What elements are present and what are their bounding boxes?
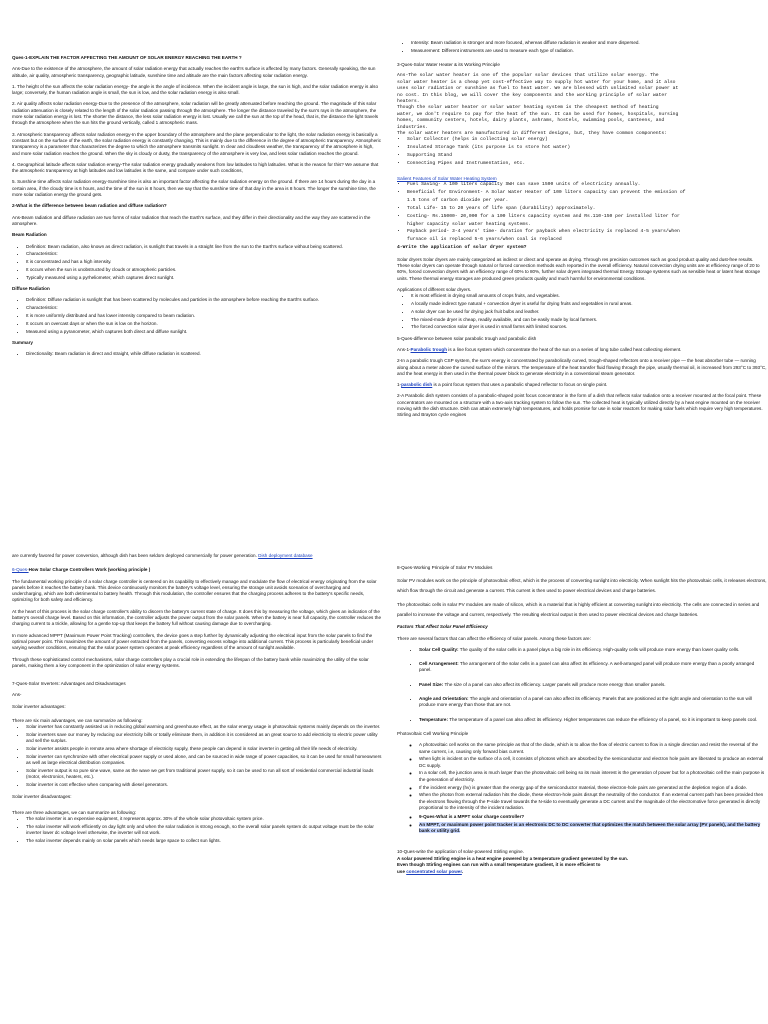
page-top-left (12, 55, 382, 450)
q5-prefix: Ans-1- (397, 346, 411, 352)
q6-paragraph-3: In more advanced MPPT (Maximum Power Point Tracking) controllers, the device goes a step further by dynamically adjusting the electrical input from the solar panels to find the optimal power point. This maximizes the amount of power extracted from the panels, converting excess voltage into additional current. This process is particularly beneficial under varying weather conditions, ensuring that the solar power system operates at peak efficiency regardless of the amount of sunlight available. (12, 632, 374, 651)
list-item: ◦ In a solar cell, the junction area is much larger than the photovoltaic cell being so its main interest is the generation of power but for a photovoltaic cell the main purpose is the generation of electricity. (419, 770, 767, 783)
list-item (419, 647, 767, 653)
list-item: • Solar inverter has constantly assisted us in reducing global warming and greenhouse effect, as the solar energy usage in photovoltaic systems mainly depends on the inverter. (26, 724, 382, 730)
q1-paragraph-2: 2. Air quality affects solar radiation energy-Due to the presence of the atmosphere, solar radiation will be greatly attenuated before reaching the ground. The magnitude of this solar radiation attenuation is closely related to the length of the solar radiation passing through the atmosphere. The longer the distance traveled by the sun's rays in the atmosphere, the more solar radiation energy is lost. The shorter the distance, the less solar radiation energy is lost. Usually we call the sun at the top of the head, that is, the distance the light travels through the atmosphere when the sun hits the ground vertically, called 1 atmospheric mass. (12, 101, 379, 126)
disadvantages-intro: There are three advantages, we can summarize as following: (12, 809, 137, 815)
q3-line: no cost. In this blog, we will cover the key components and the working principle of solar water (397, 92, 668, 98)
factor-text: The angle and orientation of a panel can also affect its efficiency. Panels that are positioned at the right angle and orientation to the sun will produce more energy than those that are not. (419, 696, 752, 708)
list-item: • Fuel Saving- A 100 liters capacity SWH can save 1500 units of electricity annually. (407, 182, 767, 188)
q8-paragraph-1: Solar PV modules work on the principle of photovoltaic effect, which is the process of converting sunlight into electricity. When sunlight hits the photovoltaic cells, it releases electrons, which flow through the circuit and generate a current. This current is then used to power electrical devices and charge batteries. (397, 578, 767, 593)
factors-title: Factors That Affect Solar Panel Efficiency (397, 624, 488, 630)
advantages-title: Solar inverter advantages: (12, 703, 66, 709)
q3-line: Ans-The solar water heater is one of the popular solar devices that utilize solar energy. The (397, 73, 659, 79)
list-item: • Solar inverters save our money by reducing our electricity bills or totally eliminate them, in addition it is considered as an great source to add electricity to electric power utility and sell the surplus. (26, 732, 382, 745)
list-item: • A locally made indirect type natural + convection dryer is useful for drying fruits and vegetables in rural areas. (411, 301, 767, 307)
list-item: • The solar inverter is an expensive equipment, it represents approx. 30% of the whole solar photovoltaic system price. (26, 816, 382, 822)
list-item: • It is concentrated and has a high intensity. (26, 259, 382, 265)
q9-answer: An MPPT, or maximum power point tracker is an electronic DC to DC converter that optimizes the match between the solar array (PV panels), and the battery bank or utility grid. (419, 822, 761, 834)
q6-title-line (12, 567, 382, 573)
diffuse-characteristics: • Characteristics: (26, 305, 382, 311)
diffuse-title: Diffuse Radiation (12, 286, 50, 292)
list-item (419, 696, 767, 709)
disadvantages-title: Solar inverter disadvantages: (12, 793, 72, 799)
list-item: • Connecting Pipes and Instrumentation, etc. (407, 161, 767, 167)
list-item (419, 717, 767, 723)
beam-characteristics: • Characteristics: (26, 251, 382, 257)
q3-title: 3-Ques-Solar Water Heater & its Working Principle (397, 62, 500, 68)
list-item: • Payback period- 3-4 years' time- duration for payback when electricity is replaced 4-5 years/when (407, 229, 767, 235)
q5-prefix-2: 1- (397, 382, 402, 388)
q9-item (419, 814, 767, 820)
page-bottom-right (397, 565, 767, 1015)
q5-answer-2: 2-In a parabolic trough CSP system, the sun's energy is concentrated by parabolically curved, trough-shaped reflectors onto a receiver pipe — the heat absorber tube — running along about a meter above the curved surface of the mirrors. The temperature of the heat transfer fluid flowing through the pipe, usually thermal oil, is increased from 293°C to 393°C, and the heat energy is then used in the thermal power block to generate electricity in a conventional steam generator. (397, 358, 767, 376)
list-item: • The forced convection solar dryer is used in small farms with limited sources. (411, 324, 767, 330)
q5-continued-text: are currently favored for power conversion, although dish has been seldom deployed commercially for power generation (12, 553, 256, 558)
q3-line: Though the solar water heater or solar water heating system is the cheapest method of heating (397, 105, 659, 111)
concentrated-solar-power-link[interactable]: concentrated solar power (406, 868, 462, 874)
q1-intro: Ans-Due to the existence of the atmosphere, the amount of solar radiation energy that actually reaches the earth's surface is affected by many factors. Generally speaking, the sun altitude, air quality, atmospheric transparency, geographic latitude, sunshine time and altitude are the main factors affecting solar radiation energy. (12, 66, 376, 78)
q2-intro: Ans-Beam radiation and diffuse radiation are two forms of solar radiation that reach the Earth's surface, and they differ in their directionality and the way they are scattered in the atmosphere. (12, 214, 371, 226)
list-item: • Costing- Rs.15000- 20,000 for a 100 liters capacity system and Rs.110-150 per installed liter for (407, 214, 767, 220)
list-item: • Typically measured using a pyrheliometer, which captures direct sunlight. (26, 275, 382, 281)
list-item: • Intensity: Beam radiation is stronger and more focused, whereas diffuse radiation is weaker and more dispersed. (411, 40, 767, 46)
factor-label: Solar Cell Quality: (419, 646, 459, 652)
factor-label: Angle and Orientation: (419, 696, 469, 702)
q6-paragraph-2: At the heart of this process is the solar charge controller's ability to discern the battery's current state of charge. It does this by measuring the voltage, which gives an indication of the battery's overall charge level. Based on this information, the controller adjusts the power output from the solar panels. When the battery is near full capacity, the controller reduces the charging current to a trickle, allowing for a gentle top-up that keeps the battery full without causing damage due to overcharging. (12, 608, 381, 627)
summary-list (12, 351, 382, 357)
list-item: ◦ When the photon from external radiation hits the diode, these electron-hole pairs disrupt the neutrality of the conductor. If an external current path has been provided then the electrons flowing through the P-side travel towards the N-side to eventually generate a DC current and the magnitude of the electromotive force generated is directly proportional to the intensity of the incident radiation. (419, 792, 767, 811)
q6-prefix: 6-Ques- (12, 567, 29, 573)
factor-label: Panel Size: (419, 681, 444, 687)
q3-line: The solar water heaters are manufactured in different designs, but, they have common components: (397, 131, 668, 137)
q3-line: industries. (397, 124, 428, 130)
list-item: • Beneficial for Environment- A Solar Water Heater of 100 liters capacity can prevent the emission of (407, 190, 767, 196)
list-item: • It is most efficient in drying small amounts of crops fruits, and vegetables. (411, 293, 767, 299)
summary-title: Summary (12, 339, 33, 345)
list-item: ◦ A photovoltaic cell works on the same principle as that of the diode, which is to allow the flow of electric current to flow in a single direction and resist the reversal of the same current, i.e, causing only forward bias current. (419, 742, 767, 755)
q10-title: 10-Ques-write the application of solar-powered Stirling engine. (397, 848, 524, 854)
q8-title: 8-Ques-Working Principle of Solar PV Modules (397, 565, 493, 570)
list-item: • Total Life- 15 to 20 years of life span (durability) approximately. (407, 206, 767, 212)
beam-title: Beam Radiation (12, 232, 47, 238)
list-item: • Measured using a pyranometer, which captures both direct and diffuse sunlight. (26, 329, 382, 335)
q2-title: 2-What is the difference between beam radiation and diffuse radiation? (12, 203, 167, 209)
q5-answer-1-text: is a line focus system which concentrate the heat of the sun on a series of long tube called heat collecting element. (447, 346, 682, 352)
q6-title: How Solar Charge Controllers Work (working principle ) (28, 567, 151, 573)
page-top-right (397, 40, 767, 510)
factor-text: The arrangement of the solar cells in a panel can also affect its efficiency. A well-arranged panel will produce more energy than a poorly arranged panel. (419, 661, 755, 673)
factor-text: The quality of the solar cells in a panel plays a big role in its efficiency. High-quality cells will produce more energy than lower quality cells. (458, 646, 740, 652)
q1-paragraph-5: 5. Sunshine time affects solar radiation energy-Sunshine time is also an important factor affecting the solar radiation energy on the ground. If there are 14 hours during the day in a certain area, if the cloudy time is 6 hours, and the time of the sun is 8 hours, then we say that the sunshine time of that day in the area is 8 hours. The longer the sunshine time, the more solar radiation energy the ground gets. (12, 179, 376, 198)
list-item: • It occurs when the sun is unobstructed by clouds or atmospheric particles. (26, 267, 382, 273)
features-list (397, 182, 767, 244)
q1-paragraph-3: 3. Atmospheric transparency affects solar radiation energy-In the upper boundary of the atmosphere and the plane perpendicular to the light, the solar radiation energy is basically a constant but on the surface of the earth, the solar radiation energy is constantly changing. This is mainly due to the difference in the degree of atmospheric transparency. Atmospheric transparency is a parameter that characterizes the degree to which the atmosphere transmits sunlight. In clear and cloudless weather, the transparency of the atmosphere is high, and more solar radiation reaches the ground. When the sky is cloudy or dusty, the transparency of the atmosphere is very low, and less solar radiation reaches the ground. (12, 131, 381, 156)
q6-paragraph-1: The fundamental working principle of a solar charge controller is centered on its capability to effectively manage and modulate the flow of electrical energy originating from the solar panels before it reaches the battery bank. This device continuously monitors the battery's voltage level, ensuring the storage unit avoids scenarios of overcharging and undercharging, which are both detrimental to battery health. Through this modulation, the controller ensures that the charging process adheres to the battery's specific needs, optimizing for both safety and efficiency. (12, 578, 377, 603)
advantages-list (12, 724, 382, 788)
q10-line-2: Even though Stirling engines can run with a small temperature gradient, it is more efficient to (397, 862, 601, 868)
q3-body (397, 73, 767, 251)
parabolic-dish-link[interactable]: parabolic dish (401, 382, 433, 388)
list-item: furnace oil is replaced 5-6 years/when coal is replaced (407, 237, 562, 243)
advantages-intro: There are six main advantages, we can summarize as following: (12, 718, 143, 724)
q1-paragraph-4: 4. Geographical latitude affects solar radiation energy-The solar radiation energy gradually weakens from low latitudes to high latitudes. What is the reason for this? We assume that the atmospheric transparency at high latitudes and low latitudes is the same, and compare under such conditions, (12, 161, 379, 174)
q7-title: 7-Ques-Solar Inverters: Advantages and Disadvantages (12, 681, 126, 687)
list-item: • Solar inverter is cost effective when comparing with diesel generators. (26, 782, 382, 788)
beam-definition: • Definition: Beam radiation, also known as direct radiation, is sunlight that travels in a straight line from the sun to the Earth's surface without being scattered. (26, 244, 382, 250)
dish-deployment-link[interactable]: Dish deployment database (258, 553, 313, 558)
list-item: 1.5 tons of carbon dioxide per year. (407, 197, 509, 203)
q5-answer-4: 2-A Parabolic dish system consists of a parabolic-shaped point focus concentrator in the form of a dish that reflects solar radiation onto a receiver mounted at the focal point. These concentrators are mounted on a structure with a two-axis tracking system to follow the sun. The collected heat is typically utilized directly by a heat engine mounted on the receiver moving with the dish structure. Dish can attain extremely high temperatures, and holds promise for use in solar reactors for making solar fuels which require very high temperatures. Stirling and Brayton cycle engines (397, 393, 763, 418)
factor-label: Temperature: (419, 716, 449, 722)
disadvantages-list (12, 816, 382, 844)
q3-line: solar water heater is a cheap yet cost-effective way to supply hot water for your home, and it also (397, 79, 676, 85)
page-bottom-left (12, 553, 382, 1013)
q4-title: 4-Write the application of solar dryer system? (397, 245, 527, 251)
q1-title: Ques-1-EXPLAIN THE FACTOR AFFECTING THE AMOUNT OF SOLAR ENERGY REACHING THE EARTH ? (12, 55, 242, 60)
factor-text: The size of a panel can also affect its efficiency. Larger panels will produce more energy than smaller panels. (443, 681, 666, 687)
q3-line: homes, community centers, hotels, dairy plants, ashrams, hostels, swimming pools, canteens, and (397, 118, 665, 124)
q5-title: 5-Ques-difference between solar parabolic trough and parabolic dish (397, 335, 537, 341)
parabolic-trough-link[interactable]: Parabolic trough (410, 346, 448, 352)
q9-title: 9-Ques-What is a MPPT solar charge controller? (419, 814, 525, 820)
q1-paragraph-1: 1. The height of the sun affects the solar radiation energy- the angle is the angle of incidence. When the incident angle is large, the sun is high, and the solar radiation energy is also large; conversely, the human radiation angle is small, the sun is low, and the solar radiation energy is also small. (12, 83, 379, 96)
list-item: ◦ If the incident energy (hv) is greater than the energy gap of the semiconductor material, these electron-hole pairs are generated at the depletion region of a diode. (419, 785, 767, 791)
features-title[interactable]: Salient Features of Solar Water Heating System (397, 175, 497, 181)
q6-paragraph-4: Through these sophisticated control mechanisms, solar charge controllers play a crucial role in extending the lifespan of the battery bank while maximizing the utility of the solar panels, making them a key component in the optimization of solar energy systems. (12, 656, 369, 668)
q4-body: Solar dryers Solar dryers are mainly categorized as indirect or direct and operate as drying. Through res precision outcomes such as good product quality and dust-free results. These solar dryers can operate through natural or forced convection methods each reported in the overall efficiency. Natural convection drying units are at efficiency range of 20 to 60%, forced convection dryers with an efficiency range of 60% to 80%, further solar dryers integrated thermal Energy Storage systems such as sensible heat or latent heat storage units. These thermal energy storages are produced green products quality and much harmful for environmental conditions. (397, 256, 761, 281)
list-item: • It is more uniformly distributed and has lower intensity compared to beam radiation. (26, 313, 382, 319)
q4-applications-list (397, 293, 767, 330)
list-item: • Solar Collector (helps in collecting solar energy) (407, 137, 767, 143)
list-item: • Insulated Storage Tank (its purpose is to store hot water) (407, 145, 767, 151)
list-item (419, 661, 767, 674)
q4-applications-title: Applications of different solar dryers. (397, 286, 472, 292)
q5-answer-3 (397, 382, 767, 388)
factor-label: Cell Arrangement: (419, 661, 459, 667)
q5-continued: are currently favored for power conversion, although dish has been seldom deployed commercially for power generation. Dish deployment database (12, 553, 313, 558)
q7-ans: Ans- (12, 692, 22, 698)
factors-list (397, 647, 767, 723)
beam-list (12, 244, 382, 281)
list-item: • A solar dryer can be used for drying jack fruit bulbs and leather. (411, 309, 767, 315)
list-item: higher capacity solar water heating systems. (407, 221, 531, 227)
q5-answer-1 (397, 347, 767, 353)
list-item: • Solar inverter assists people in remote area where shortage of electricity supply, these people can depend in solar inverter in getting all their life needs of electricity. (26, 746, 382, 752)
list-item: ◦ When light is incident on the surface of a cell, it consists of photons which are absorbed by the semiconductor and electron hole pairs are liberated to produce an external DC supply. (419, 756, 767, 769)
q3-line: uses solar radiation or sunshine as fuel to heat water. We are blessed with unlimited solar power at (397, 86, 679, 92)
list-item (419, 682, 767, 688)
pv-list (397, 742, 767, 834)
list-item: • The solar inverter will work efficiently on day light only and when the solar radiation is strong enough, so the overall solar panels system dc output voltage must be the solar inverter lower dc voltage level otherwise, the inverter will not work. (26, 824, 382, 837)
list-item: • Supporting Stand (407, 153, 767, 159)
q5-answer-3-text: is a point focus system that uses a parabolic shaped reflector to focus on single point. (432, 382, 608, 388)
factors-intro: There are several factors that can affect the efficiency of solar panels. Among these factors are: (397, 635, 591, 641)
q9-answer-item (419, 822, 767, 835)
q3-line: heaters. (397, 99, 420, 105)
list-item: • It occurs on overcast days or when the sun is low on the horizon. (26, 321, 382, 327)
q10-line-1: A solar powered Stirling engine is a heat engine powered by a temperature gradient generated by the sun. (397, 855, 629, 861)
list-item: • Solar inverter output is so pure sine wave, same as the wave we get from traditional power supply, so it can be used to run all sort of residential commercial industrial loads (motor, electronics, heaters, etc.). (26, 768, 382, 781)
q3-line: water, we don't require to pay for the heat of the sun. It can be used for homes, hospitals, nursing (397, 111, 679, 117)
factor-text: The temperature of a panel can also affect its efficiency. Higher temperatures can reduce the efficiency of a panel, so it is important to keep panels cool. (448, 716, 758, 722)
list-item: • Solar inverter can synchronize with other electrical power supply or used alone, and can be sourced in wide range of power capacities, so it can be used for small homeowners as well as large electrical distribution companies. (26, 754, 382, 767)
diffuse-definition: • Definition: Diffuse radiation is sunlight that has been scattered by molecules and particles in the atmosphere before reaching the Earth's surface. (26, 297, 382, 303)
q8-paragraph-2: The photovoltaic cells in solar PV modules are made of silicon, which is a material that is highly efficient at converting sunlight into electricity. The cells are connected in series and parallel to increase the voltage and current, respectively. The resulting electrical output is then used to power electrical devices and charge batteries. (397, 602, 760, 617)
summary-item: • Directionality: Beam radiation is direct and straight, while diffuse radiation is scattered. (26, 351, 382, 357)
diffuse-list (12, 297, 382, 334)
list-item: • Measurement: Different instruments are used to measure each type of radiation. (411, 48, 767, 54)
list-item: • The mixed-mode dryer is cheap, readily available, and can be easily made by local farmers. (411, 317, 767, 323)
components-list (397, 137, 767, 167)
list-item: • The solar inverter depends mainly on solar panels which needs large space to collect sun lights. (26, 838, 382, 844)
top-list (397, 40, 767, 54)
q10-line-3: use concentrated solar power. (397, 868, 464, 874)
pv-title: Photovoltaic Cell Working Principle (397, 730, 469, 736)
